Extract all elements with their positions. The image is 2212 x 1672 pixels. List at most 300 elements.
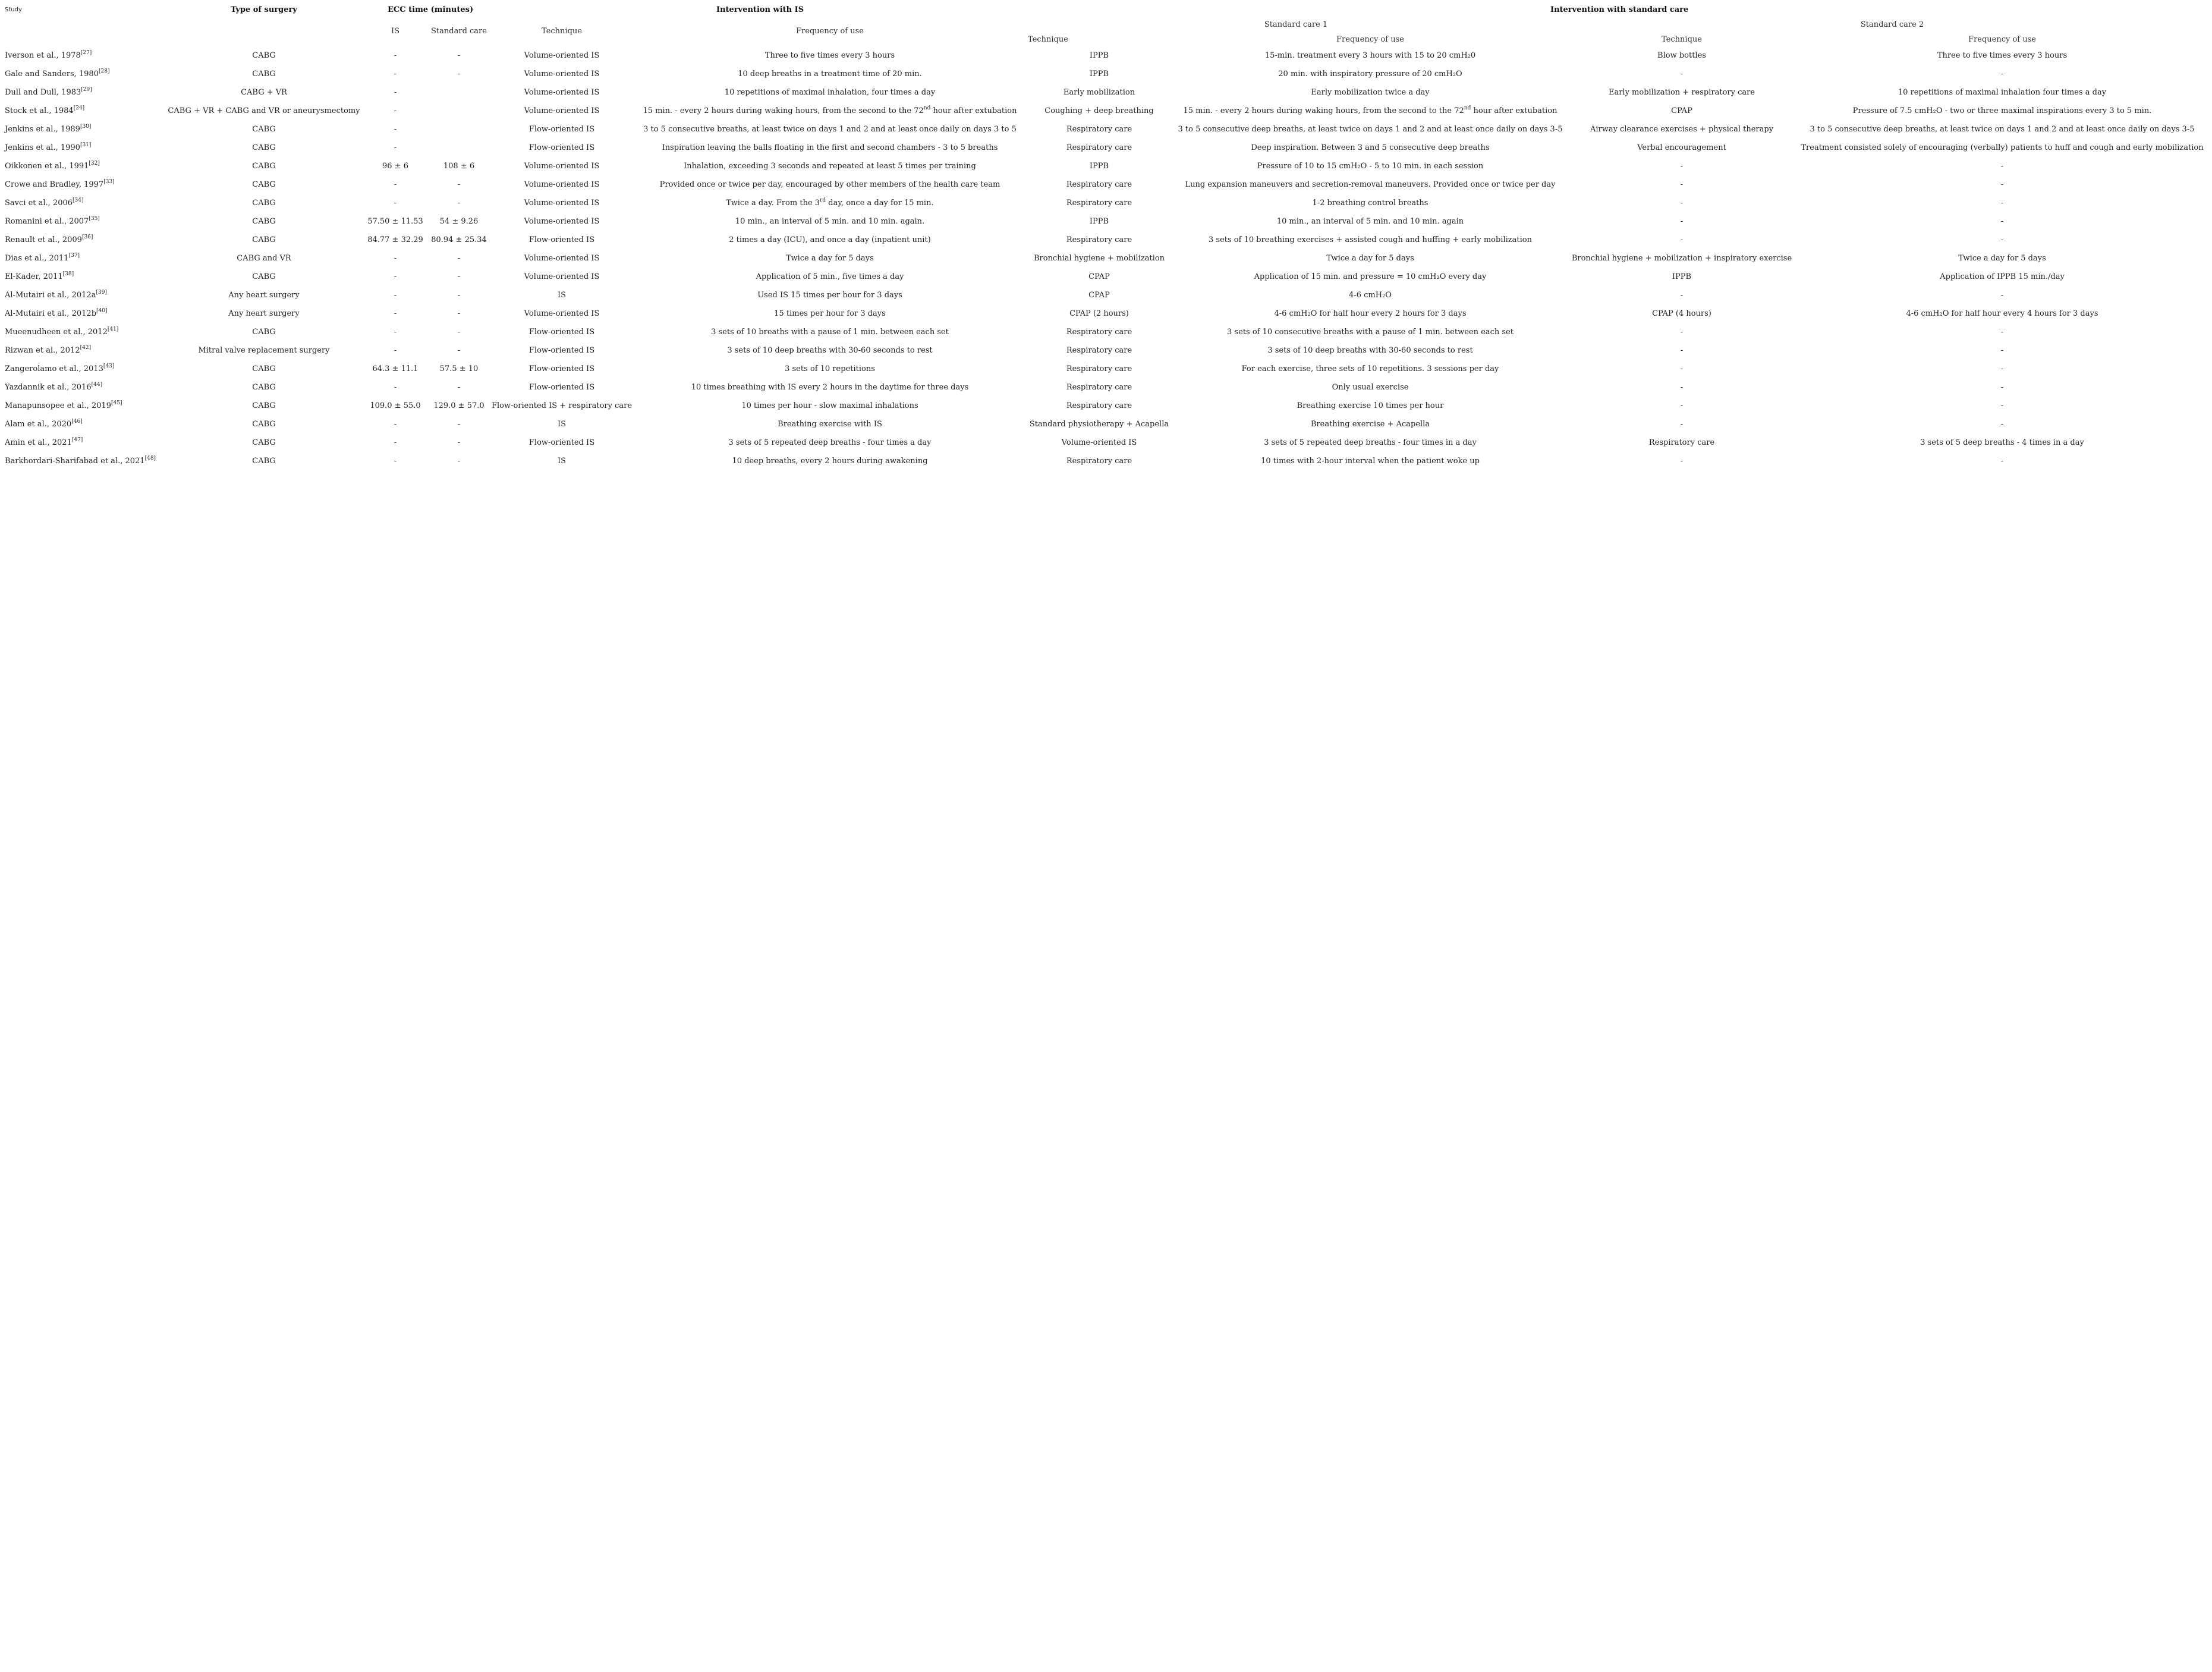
cell-study <box>5 438 83 448</box>
reference-link[interactable]: [42] <box>80 345 92 351</box>
cell-sc1-frequency: 3 sets of 10 deep breaths with 30-60 seconds to rest <box>1267 346 1473 355</box>
table-row <box>0 420 2212 438</box>
cell-is-frequency: 15 times per hour for 3 days <box>774 309 886 318</box>
header-ecc-standard-care: Standard care <box>431 27 487 36</box>
cell-text: hour after extubation <box>1471 106 1557 115</box>
cell-sc2-frequency: - <box>2000 383 2004 392</box>
cell-sc1-technique: CPAP <box>1088 272 1110 281</box>
reference-link[interactable]: [44] <box>91 382 103 388</box>
cell-surgery: CABG <box>252 235 276 244</box>
cell-sc2-frequency: - <box>2000 364 2004 373</box>
cell-is-technique: Volume-oriented IS <box>524 272 600 281</box>
cell-study <box>5 143 91 153</box>
header-intervention-with-is: Intervention with IS <box>716 5 804 14</box>
reference-link[interactable]: [45] <box>111 400 122 406</box>
cell-text: day, once a day for 15 min. <box>826 199 934 208</box>
cell-sc1-frequency: 3 sets of 10 breathing exercises + assisted cough and huffing + early mobilization <box>1209 235 1532 244</box>
cell-sc2-technique: CPAP <box>1671 106 1692 115</box>
table-row <box>0 364 2212 383</box>
cell-sc1-technique: Coughing + deep breathing <box>1044 106 1154 115</box>
cell-ecc-is: - <box>394 51 397 60</box>
cell-sc1-frequency: 15-min. treatment every 3 hours with 15 to 20 cmH₂0 <box>1264 51 1476 60</box>
header-intervention-with-standard-care: Intervention with standard care <box>1550 5 1689 14</box>
cell-is-frequency: Inspiration leaving the balls floating in the first and second chambers - 3 to 5 breaths <box>662 143 998 152</box>
cell-is-frequency: Twice a day for 5 days <box>786 254 874 263</box>
cell-sc2-technique: - <box>1680 235 1684 244</box>
cell-sc2-frequency: 3 to 5 consecutive deep breaths, at least twice on days 1 and 2 and at least once daily on days 3-5 <box>1810 125 2195 134</box>
table-row <box>0 346 2212 364</box>
cell-is-technique: IS <box>557 420 567 429</box>
cell-is-frequency: 3 sets of 5 repeated deep breaths - four times a day <box>728 438 932 447</box>
cell-study <box>5 346 91 356</box>
cell-sc2-frequency: - <box>2000 291 2004 300</box>
cell-sc1-technique: Early mobilization <box>1063 88 1135 97</box>
study-name: Crowe and Bradley, 1997 <box>5 180 104 189</box>
cell-sc2-technique: - <box>1680 457 1684 466</box>
study-name: Stock et al., 1984 <box>5 106 74 115</box>
reference-link[interactable]: [38] <box>62 271 74 277</box>
cell-ecc-is: 57.50 ± 11.53 <box>367 217 423 226</box>
header-sc1-technique: Technique <box>1028 35 1068 44</box>
study-name: Mueenudheen et al., 2012 <box>5 328 108 337</box>
cell-is-frequency <box>726 199 933 208</box>
cell-sc1-frequency: 3 sets of 5 repeated deep breaths - four times in a day <box>1264 438 1477 447</box>
cell-sc1-technique: IPPB <box>1089 70 1109 78</box>
cell-ecc-standard-care: 80.94 ± 25.34 <box>431 235 487 244</box>
cell-sc1-frequency: For each exercise, three sets of 10 repetitions. 3 sessions per day <box>1241 364 1499 373</box>
cell-sc2-frequency: - <box>2000 457 2004 466</box>
cell-study <box>5 217 100 227</box>
reference-link[interactable]: [30] <box>80 124 92 130</box>
table-row <box>0 70 2212 88</box>
cell-study <box>5 162 100 171</box>
cell-sc1-frequency: 3 sets of 10 consecutive breaths with a pause of 1 min. between each set <box>1227 328 1514 337</box>
cell-is-technique: Flow-oriented IS <box>528 364 595 373</box>
table-row <box>0 106 2212 125</box>
cell-ecc-is: - <box>394 254 397 263</box>
study-name: Al-Mutairi et al., 2012a <box>5 291 96 300</box>
cell-sc1-technique: Volume-oriented IS <box>1061 438 1137 447</box>
cell-is-technique: Flow-oriented IS <box>528 125 595 134</box>
cell-surgery: Any heart surgery <box>228 309 300 318</box>
cell-surgery: CABG <box>252 180 276 189</box>
cell-sc1-technique: Respiratory care <box>1066 143 1132 152</box>
cell-ecc-is: - <box>394 143 397 152</box>
cell-sc2-technique: Verbal encouragement <box>1637 143 1726 152</box>
cell-study <box>5 309 108 319</box>
cell-is-frequency <box>643 106 1017 116</box>
cell-ecc-standard-care: - <box>457 199 461 208</box>
cell-surgery: CABG and VR <box>237 254 291 263</box>
header-standard-care-1: Standard care 1 <box>1264 20 1328 29</box>
header-sc1-frequency: Frequency of use <box>1336 35 1404 44</box>
cell-sc2-technique: - <box>1680 162 1684 171</box>
cell-ecc-standard-care: - <box>457 328 461 337</box>
cell-ecc-is: - <box>394 309 397 318</box>
table-row <box>0 291 2212 309</box>
cell-sc2-frequency: - <box>2000 180 2004 189</box>
cell-sc2-frequency: - <box>2000 328 2004 337</box>
table-row <box>0 143 2212 162</box>
cell-study <box>5 88 92 98</box>
reference-link[interactable]: [29] <box>81 87 92 93</box>
cell-is-technique: Volume-oriented IS <box>524 254 600 263</box>
cell-ecc-standard-care: - <box>457 254 461 263</box>
reference-link[interactable]: [39] <box>96 290 107 296</box>
cell-sc2-frequency: Twice a day for 5 days <box>1958 254 2046 263</box>
cell-ecc-is: - <box>394 346 397 355</box>
cell-is-frequency: 2 times a day (ICU), and once a day (inpatient unit) <box>729 235 931 244</box>
cell-ecc-is: - <box>394 88 397 97</box>
cell-sc1-technique: Respiratory care <box>1066 457 1132 466</box>
cell-ecc-is: 96 ± 6 <box>382 162 408 171</box>
ordinal-suffix: nd <box>923 105 931 111</box>
cell-surgery: CABG <box>252 401 276 410</box>
cell-sc1-frequency: 4-6 cmH₂O for half hour every 2 hours for 3 days <box>1274 309 1467 318</box>
cell-surgery: CABG <box>252 383 276 392</box>
cell-sc1-frequency: Breathing exercise 10 times per hour <box>1297 401 1444 410</box>
cell-ecc-is: - <box>394 180 397 189</box>
cell-sc1-frequency: Application of 15 min. and pressure = 10 cmH₂O every day <box>1254 272 1487 281</box>
cell-is-technique: Flow-oriented IS <box>528 346 595 355</box>
header-standard-care-2: Standard care 2 <box>1860 20 1924 29</box>
cell-sc1-technique: IPPB <box>1089 217 1109 226</box>
cell-surgery: CABG <box>252 125 276 134</box>
cell-sc2-technique: - <box>1680 70 1684 78</box>
study-name: Manapunsopee et al., 2019 <box>5 401 112 410</box>
cell-study <box>5 254 80 263</box>
cell-is-frequency: Three to five times every 3 hours <box>764 51 895 60</box>
cell-ecc-standard-care: - <box>457 309 461 318</box>
cell-sc2-technique: CPAP (4 hours) <box>1652 309 1711 318</box>
cell-sc2-frequency: 3 sets of 5 deep breaths - 4 times in a day <box>1920 438 2084 447</box>
cell-sc2-technique: - <box>1680 180 1684 189</box>
cell-ecc-standard-care: - <box>457 383 461 392</box>
cell-ecc-is: - <box>394 457 397 466</box>
cell-ecc-is: - <box>394 291 397 300</box>
cell-is-technique: IS <box>557 457 567 466</box>
study-name: Savci et al., 2006 <box>5 199 73 208</box>
cell-study <box>5 328 118 337</box>
reference-link[interactable]: [28] <box>98 68 110 74</box>
cell-sc1-frequency: Deep inspiration. Between 3 and 5 consecutive deep breaths <box>1251 143 1490 152</box>
cell-sc1-frequency: 1-2 breathing control breaths <box>1312 199 1428 208</box>
cell-sc1-frequency: Breathing exercise + Acapella <box>1310 420 1430 429</box>
cell-surgery: Mitral valve replacement surgery <box>198 346 330 355</box>
cell-surgery: CABG <box>252 51 276 60</box>
cell-is-frequency: 10 deep breaths, every 2 hours during awakening <box>732 457 928 466</box>
cell-surgery: CABG + VR <box>241 88 287 97</box>
cell-sc1-technique: Respiratory care <box>1066 401 1132 410</box>
header-study: Study <box>5 7 22 13</box>
cell-study <box>5 383 102 392</box>
table-row <box>0 383 2212 401</box>
cell-is-frequency: 10 repetitions of maximal inhalation, four times a day <box>724 88 936 97</box>
cell-is-frequency: Provided once or twice per day, encouraged by other members of the health care team <box>659 180 1000 189</box>
cell-sc1-technique: Respiratory care <box>1066 125 1132 134</box>
study-name: Alam et al., 2020 <box>5 420 72 429</box>
cell-is-frequency: Inhalation, exceeding 3 seconds and repeated at least 5 times per training <box>684 162 976 171</box>
cell-sc1-frequency: 10 min., an interval of 5 min. and 10 min. again <box>1276 217 1464 226</box>
cell-surgery: CABG <box>252 70 276 78</box>
cell-sc1-frequency: Only usual exercise <box>1332 383 1409 392</box>
cell-sc1-frequency: 10 times with 2-hour interval when the patient woke up <box>1261 457 1480 466</box>
table-row <box>0 457 2212 475</box>
cell-surgery: CABG + VR + CABG and VR or aneurysmectomy <box>168 106 360 115</box>
table-row <box>0 125 2212 143</box>
cell-sc1-frequency: 20 min. with inspiratory pressure of 20 cmH₂O <box>1278 70 1462 78</box>
cell-surgery: CABG <box>252 199 276 208</box>
cell-is-frequency: 10 times per hour - slow maximal inhalations <box>741 401 918 410</box>
cell-is-technique: Volume-oriented IS <box>524 51 600 60</box>
cell-study <box>5 457 156 466</box>
cell-ecc-is: - <box>394 106 397 115</box>
cell-sc2-technique: Bronchial hygiene + mobilization + inspiratory exercise <box>1571 254 1792 263</box>
cell-sc2-frequency: - <box>2000 420 2004 429</box>
table-row <box>0 254 2212 272</box>
cell-sc2-frequency: - <box>2000 199 2004 208</box>
cell-study <box>5 235 93 245</box>
cell-surgery: CABG <box>252 328 276 337</box>
table-row <box>0 180 2212 199</box>
cell-sc2-frequency: 4-6 cmH₂O for half hour every 4 hours for 3 days <box>1906 309 2098 318</box>
cell-sc2-technique: - <box>1680 328 1684 337</box>
cell-ecc-standard-care: - <box>457 51 461 60</box>
cell-is-technique: Flow-oriented IS <box>528 438 595 447</box>
cell-ecc-standard-care: - <box>457 272 461 281</box>
header-sc2-frequency: Frequency of use <box>1968 35 2036 44</box>
cell-surgery: CABG <box>252 162 276 171</box>
cell-surgery: CABG <box>252 457 276 466</box>
reference-link[interactable]: [31] <box>80 142 92 148</box>
reference-link[interactable]: [32] <box>89 161 100 166</box>
study-name: Al-Mutairi et al., 2012b <box>5 309 97 318</box>
header-type-of-surgery: Type of surgery <box>231 5 297 14</box>
cell-sc1-technique: IPPB <box>1089 51 1109 60</box>
cell-is-technique: Volume-oriented IS <box>524 88 600 97</box>
cell-sc1-technique: Standard physiotherapy + Acapella <box>1029 420 1169 429</box>
cell-sc1-frequency: Early mobilization twice a day <box>1311 88 1430 97</box>
cell-is-frequency: 10 min., an interval of 5 min. and 10 min. again. <box>735 217 925 226</box>
table-row <box>0 162 2212 180</box>
cell-sc2-frequency: Application of IPPB 15 min./day <box>1940 272 2065 281</box>
cell-ecc-is: - <box>394 420 397 429</box>
table-row <box>0 309 2212 328</box>
study-name: El-Kader, 2011 <box>5 272 63 281</box>
cell-study <box>5 125 91 134</box>
cell-ecc-is: 84.77 ± 32.29 <box>367 235 423 244</box>
cell-ecc-standard-care: 54 ± 9.26 <box>439 217 479 226</box>
cell-sc2-frequency: Pressure of 7.5 cmH₂O - two or three maximal inspirations every 3 to 5 min. <box>1852 106 2152 115</box>
header-ecc-is: IS <box>391 27 400 36</box>
cell-ecc-standard-care: - <box>457 70 461 78</box>
cell-sc1-technique: Respiratory care <box>1066 328 1132 337</box>
cell-surgery: CABG <box>252 143 276 152</box>
table-row <box>0 438 2212 457</box>
cell-study <box>5 70 109 79</box>
reference-link[interactable]: [43] <box>103 363 115 369</box>
cell-study <box>5 364 114 374</box>
cell-surgery: CABG <box>252 438 276 447</box>
cell-is-frequency: 10 deep breaths in a treatment time of 20 min. <box>738 70 922 78</box>
cell-is-technique: Flow-oriented IS <box>528 143 595 152</box>
cell-sc2-technique: - <box>1680 383 1684 392</box>
study-name: Iverson et al., 1978 <box>5 51 81 60</box>
ordinal-suffix: nd <box>1464 105 1471 111</box>
cell-sc1-frequency: Lung expansion maneuvers and secretion-removal maneuvers. Provided once or twice per day <box>1185 180 1556 189</box>
cell-is-technique: IS <box>557 291 567 300</box>
cell-sc1-frequency: Pressure of 10 to 15 cmH₂O - 5 to 10 min. in each session <box>1257 162 1484 171</box>
cell-sc1-technique: Respiratory care <box>1066 180 1132 189</box>
header-sc2-technique: Technique <box>1662 35 1702 44</box>
cell-sc1-technique: Bronchial hygiene + mobilization <box>1033 254 1165 263</box>
cell-sc2-technique: - <box>1680 420 1684 429</box>
study-name: Romanini et al., 2007 <box>5 217 89 226</box>
cell-sc1-technique: Respiratory care <box>1066 364 1132 373</box>
header-is-technique: Technique <box>542 27 582 36</box>
cell-is-frequency: 10 times breathing with IS every 2 hours in the daytime for three days <box>691 383 969 392</box>
cell-is-technique: Flow-oriented IS <box>528 328 595 337</box>
cell-sc2-frequency: - <box>2000 235 2004 244</box>
cell-sc2-technique: - <box>1680 217 1684 226</box>
cell-ecc-standard-care: - <box>457 420 461 429</box>
reference-link[interactable]: [46] <box>71 419 83 425</box>
cell-is-frequency: 3 sets of 10 breaths with a pause of 1 min. between each set <box>711 328 949 337</box>
table-row <box>0 328 2212 346</box>
cell-surgery: Any heart surgery <box>228 291 300 300</box>
cell-sc2-technique: IPPB <box>1672 272 1692 281</box>
header-ecc-time: ECC time (minutes) <box>388 5 474 14</box>
study-name: Zangerolamo et al., 2013 <box>5 364 103 373</box>
cell-sc1-frequency: 4-6 cmH₂O <box>1349 291 1392 300</box>
cell-study <box>5 291 107 300</box>
reference-link[interactable]: [47] <box>71 437 83 443</box>
cell-is-frequency: 3 sets of 10 repetitions <box>785 364 875 373</box>
table-row <box>0 51 2212 70</box>
cell-sc2-frequency: - <box>2000 401 2004 410</box>
cell-sc1-technique: CPAP (2 hours) <box>1069 309 1129 318</box>
cell-sc1-technique: Respiratory care <box>1066 383 1132 392</box>
cell-is-technique: Volume-oriented IS <box>524 180 600 189</box>
cell-is-frequency: Used IS 15 times per hour for 3 days <box>757 291 902 300</box>
cell-ecc-is: - <box>394 438 397 447</box>
cell-study <box>5 420 83 429</box>
cell-text: hour after extubation <box>930 106 1017 115</box>
cell-sc2-technique: Early mobilization + respiratory care <box>1608 88 1755 97</box>
cell-ecc-is: - <box>394 70 397 78</box>
cell-study <box>5 199 84 208</box>
cell-ecc-is: 64.3 ± 11.1 <box>372 364 419 373</box>
cell-sc1-technique: Respiratory care <box>1066 235 1132 244</box>
cell-surgery: CABG <box>252 217 276 226</box>
cell-is-frequency: Application of 5 min., five times a day <box>756 272 904 281</box>
cell-study <box>5 51 92 61</box>
cell-sc2-frequency: 10 repetitions of maximal inhalation four times a day <box>1898 88 2107 97</box>
study-name: Dull and Dull, 1983 <box>5 88 81 97</box>
study-name: Jenkins et al., 1989 <box>5 125 80 134</box>
cell-ecc-standard-care: - <box>457 346 461 355</box>
cell-sc2-frequency: - <box>2000 217 2004 226</box>
cell-ecc-is: - <box>394 328 397 337</box>
cell-ecc-is: 109.0 ± 55.0 <box>370 401 421 410</box>
cell-sc2-technique: Respiratory care <box>1648 438 1715 447</box>
reference-link[interactable]: [35] <box>89 216 100 222</box>
reference-link[interactable]: [27] <box>80 50 92 56</box>
cell-is-technique: Volume-oriented IS <box>524 162 600 171</box>
reference-link[interactable]: [24] <box>73 105 85 111</box>
cell-sc2-technique: - <box>1680 364 1684 373</box>
reference-link[interactable]: [33] <box>103 179 115 185</box>
study-name: Yazdannik et al., 2016 <box>5 383 92 392</box>
cell-sc2-technique: Blow bottles <box>1657 51 1706 60</box>
reference-link[interactable]: [41] <box>107 326 119 332</box>
cell-study <box>5 180 115 190</box>
cell-is-frequency: 3 sets of 10 deep breaths with 30-60 seconds to rest <box>727 346 933 355</box>
cell-sc1-technique: IPPB <box>1089 162 1109 171</box>
study-name: Barkhordari-Sharifabad et al., 2021 <box>5 457 145 466</box>
cell-sc2-technique: - <box>1680 401 1684 410</box>
header-is-frequency: Frequency of use <box>796 27 864 36</box>
cell-surgery: CABG <box>252 420 276 429</box>
cell-is-technique: Volume-oriented IS <box>524 199 600 208</box>
reference-link[interactable]: [48] <box>144 455 156 461</box>
cell-sc2-frequency: Three to five times every 3 hours <box>1937 51 2068 60</box>
cell-ecc-standard-care: - <box>457 291 461 300</box>
table-row <box>0 199 2212 217</box>
cell-ecc-standard-care: - <box>457 180 461 189</box>
cell-ecc-is: - <box>394 125 397 134</box>
cell-sc2-technique: - <box>1680 291 1684 300</box>
cell-ecc-is: - <box>394 199 397 208</box>
reference-link[interactable]: [36] <box>81 234 93 240</box>
study-name: Dias et al., 2011 <box>5 254 69 263</box>
cell-sc2-frequency: Treatment consisted solely of encouraging (verbally) patients to huff and cough and early mobilization <box>1801 143 2204 152</box>
study-name: Amin et al., 2021 <box>5 438 72 447</box>
table-row <box>0 401 2212 420</box>
cell-text: Twice a day. From the 3 <box>726 199 820 208</box>
cell-sc2-frequency: - <box>2000 70 2004 78</box>
ordinal-suffix: rd <box>820 197 826 203</box>
cell-ecc-standard-care: 57.5 ± 10 <box>439 364 479 373</box>
cell-ecc-is: - <box>394 272 397 281</box>
reference-link[interactable]: [37] <box>68 253 80 259</box>
cell-study <box>5 401 122 411</box>
reference-link[interactable]: [40] <box>96 308 108 314</box>
cell-is-technique: Volume-oriented IS <box>524 217 600 226</box>
cell-is-frequency: 3 to 5 consecutive breaths, at least twice on days 1 and 2 and at least once daily on days 3 to 5 <box>643 125 1017 134</box>
reference-link[interactable]: [34] <box>73 197 84 203</box>
cell-surgery: CABG <box>252 364 276 373</box>
cell-sc1-frequency: 3 to 5 consecutive deep breaths, at least twice on days 1 and 2 and at least once daily on days 3-5 <box>1178 125 1563 134</box>
cell-sc1-technique: CPAP <box>1088 291 1110 300</box>
cell-sc2-technique: Airway clearance exercises + physical therapy <box>1590 125 1774 134</box>
cell-ecc-standard-care: - <box>457 457 461 466</box>
cell-sc1-technique: Respiratory care <box>1066 346 1132 355</box>
table-row <box>0 88 2212 106</box>
cell-sc1-frequency <box>1184 106 1557 116</box>
cell-sc1-technique: Respiratory care <box>1066 199 1132 208</box>
cell-study <box>5 106 84 116</box>
cell-sc2-frequency: - <box>2000 162 2004 171</box>
cell-ecc-standard-care: 129.0 ± 57.0 <box>433 401 484 410</box>
cell-text: 15 min. - every 2 hours during waking hours, from the second to the 72 <box>643 106 924 115</box>
study-name: Oikkonen et al., 1991 <box>5 162 89 171</box>
study-name: Rizwan et al., 2012 <box>5 346 80 355</box>
cell-study <box>5 272 74 282</box>
cell-is-technique: Volume-oriented IS <box>524 106 600 115</box>
cell-sc2-technique: - <box>1680 199 1684 208</box>
table-row <box>0 217 2212 235</box>
